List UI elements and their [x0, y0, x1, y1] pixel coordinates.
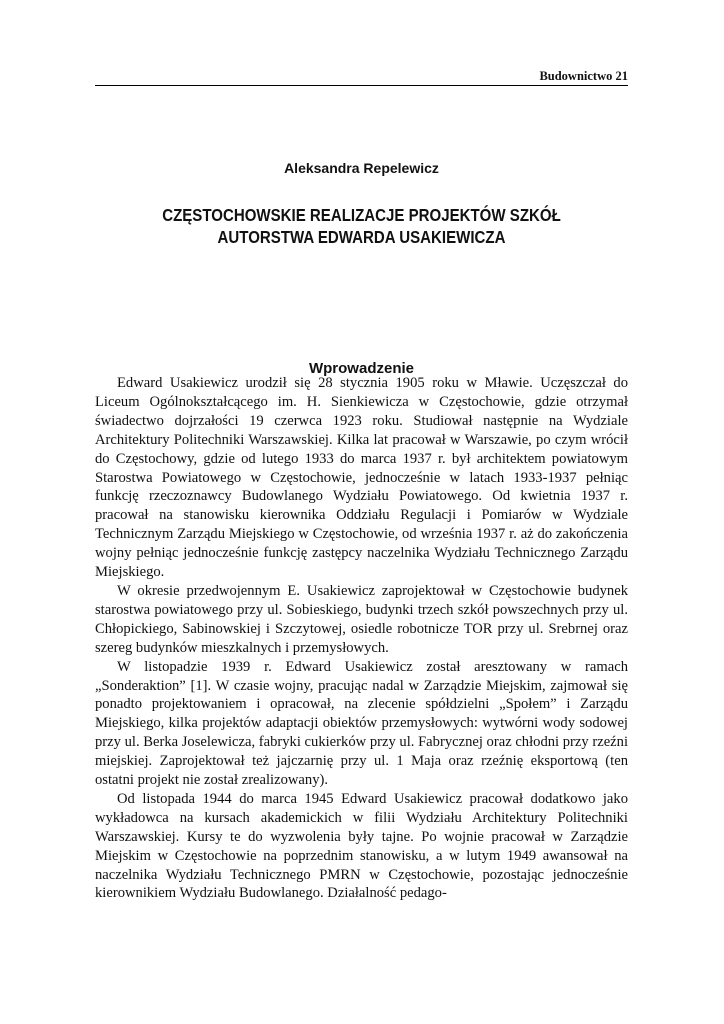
section-heading: Wprowadzenie: [308, 360, 414, 377]
paragraph-2: W okresie przedwojennym E. Usakiewicz zaprojektował w Częstochowie budynek starostwa powiatowego przy ul. Sobieskiego, budynki trzech szkół powszechnych przy ul. Chłopickiego, Sabinowskiej i Szczytowej, osiedle robotnicze TOR przy ul. Srebrnej oraz szereg budynków mieszkalnych i przemysłowych.: [95, 582, 628, 656]
header-rule: [95, 85, 628, 86]
article-title: [132, 204, 590, 248]
body-text: [95, 374, 628, 903]
title-line-1: CZĘSTOCHOWSKIE REALIZACJE PROJEKTÓW SZKÓŁ: [162, 205, 561, 225]
paragraph-1: Edward Usakiewicz urodził się 28 stycznia 1905 roku w Mławie. Uczęszczał do Liceum Ogólnokształcącego im. H. Sienkiewicza w Częstochowie, gdzie otrzymał świadectwo dojrzałości 19 czerwca 1923 roku. Studiował następnie na Wydziale Architektury Politechniki Warszawskiej. Kilka lat pracował w Warszawie, po czym wrócił do Częstochowy, gdzie od lutego 1933 do marca 1937 r. był architektem powiatowym Starostwa Powiatowego w Częstochowie, jednocześnie w latach 1933-1937 pełniąc funkcję rzeczoznawcy Budowlanego Wydziału Powiatowego. Od kwietnia 1937 r. pracował na stanowisku kierownika Oddziału Regulacji i Pomiarów w Wydziale Technicznym Zarządu Miejskiego w Częstochowie, od września 1937 r. aż do zakończenia wojny pełniąc jednocześnie funkcję zastępcy naczelnika Wydziału Technicznego Zarządu Miejskiego.: [95, 375, 628, 581]
author-name: Aleksandra Repelewicz: [284, 160, 439, 176]
paragraph-3: W listopadzie 1939 r. Edward Usakiewicz został aresztowany w ramach „Sonderaktion” [1]. W czasie wojny, pracując nadal w Zarządzie Miejskim, zajmował się ponadto projektowaniem i opracował, na zlecenie spółdzielni „Społem” i Zarządu Miejskiego, kilka projektów adaptacji obiektów przemysłowych: wytwórni wody sodowej przy ul. Berka Joselewicza, fabryki cukierków przy ul. Fabrycznej oraz chłodni przy rzeźni miejskiej. Zaprojektował też jajczarnię przy ul. 1 Maja oraz rzeźnię eksportową (ten ostatni projekt nie został zrealizowany).: [95, 658, 628, 789]
title-line-2: AUTORSTWA EDWARDA USAKIEWICZA: [217, 227, 506, 247]
running-head: Budownictwo 21: [539, 69, 628, 83]
paragraph-4: Od listopada 1944 do marca 1945 Edward Usakiewicz pracował dodatkowo jako wykładowca na kursach akademickich w filii Wydziału Architektury Politechniki Warszawskiej. Kursy te do wyzwolenia były tajne. Po wojnie pracował w Zarządzie Miejskim w Częstochowie na poprzednim stanowisku, a w lutym 1949 awansował na naczelnika Wydziału Technicznego PMRN w Częstochowie, pozostając jednocześnie kierownikiem Wydziału Budowlanego. Działalność pedago-: [95, 790, 628, 902]
